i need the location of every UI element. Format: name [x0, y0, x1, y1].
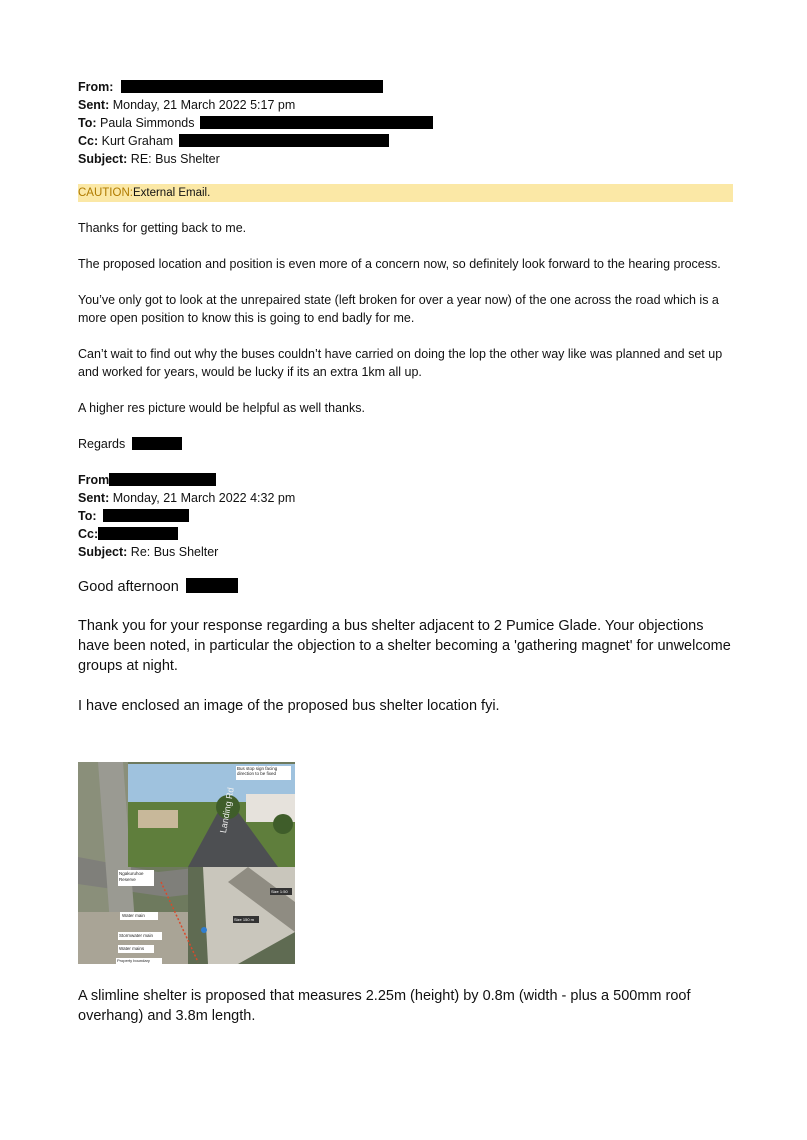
caution-label: CAUTION: [78, 187, 133, 199]
map-label: Ngakuruhoe Reserve [119, 871, 144, 882]
email2-header [78, 471, 733, 561]
map-label: Water main [122, 913, 145, 918]
email1-header [78, 78, 733, 168]
email2-sent-row [78, 489, 733, 507]
email-document [78, 78, 733, 716]
email2-cc-row [78, 525, 733, 543]
signoff: Regards [78, 437, 126, 451]
map-label: Water mains [119, 946, 145, 951]
redaction-block [98, 527, 178, 540]
to-label: To: [78, 116, 97, 130]
email2-closing-paragraph: A slimline shelter is proposed that measures 2.25m (height) by 0.8m (width - plus a 500mm roof overhang) and 3.8m length. [78, 988, 691, 1024]
email2-to-row [78, 507, 733, 525]
subject-value: RE: Bus Shelter [130, 152, 220, 166]
road-label: Landing Rd [218, 786, 236, 834]
from-label: From [78, 473, 110, 487]
cc-label: Cc: [78, 527, 99, 541]
map-label: Stormwater main [119, 933, 154, 938]
sent-value: Monday, 21 March 2022 4:32 pm [112, 491, 296, 505]
greeting: Good afternoon [78, 579, 179, 595]
to-value: Paula Simmonds [100, 116, 195, 130]
email1-signoff-row [78, 435, 733, 453]
map-label: Property boundary [117, 958, 150, 963]
redaction-block [103, 509, 189, 522]
email2-from-row [78, 471, 733, 489]
redaction-block [200, 116, 433, 129]
email1-paragraph: You’ve only got to look at the unrepaired state (left broken for over a year now) of the one across the road which is a more open position to know this is going to end badly for me. [78, 293, 719, 325]
email1-to-row [78, 114, 733, 132]
subject-label: Subject: [78, 152, 128, 166]
email1-paragraph: Thanks for getting back to me. [78, 221, 247, 235]
email1-subject-row [78, 150, 733, 168]
email2-greeting-row [78, 577, 733, 597]
to-label: To: [78, 509, 97, 523]
callout-top: Bus stop sign facing direction to be fixed [237, 766, 278, 776]
cc-label: Cc: [78, 134, 99, 148]
caution-text: External Email. [132, 187, 211, 199]
email1-sent-row [78, 96, 733, 114]
caution-banner [78, 184, 733, 202]
cc-value: Kurt Graham [101, 134, 174, 148]
email1-from-row [78, 78, 733, 96]
location-composite-image [78, 762, 295, 964]
redaction-block [179, 134, 389, 147]
email2-paragraph: I have enclosed an image of the proposed bus shelter location fyi. [78, 698, 500, 714]
sent-label: Sent: [78, 98, 110, 112]
redaction-block [186, 578, 238, 593]
sent-label: Sent: [78, 491, 110, 505]
email1-cc-row [78, 132, 733, 150]
subject-label: Subject: [78, 545, 128, 559]
redaction-block [132, 437, 182, 450]
bus-shelter-location-image [78, 762, 295, 964]
scale-label: Size 1:50 [271, 889, 288, 894]
subject-value: Re: Bus Shelter [130, 545, 219, 559]
email2-subject-row [78, 543, 733, 561]
from-label: From: [78, 80, 114, 94]
scale-label: Size 150 m [234, 917, 255, 922]
redaction-block [109, 473, 216, 486]
email1-paragraph: The proposed location and position is even more of a concern now, so definitely look forward to the hearing process. [78, 257, 721, 271]
redaction-block [121, 80, 383, 93]
email1-paragraph: A higher res picture would be helpful as well thanks. [78, 401, 365, 415]
email1-paragraph: Can’t wait to find out why the buses couldn’t have carried on doing the lop the other way like was planned and set up and worked for years, would be lucky if its an extra 1km all up. [78, 347, 723, 379]
sent-value: Monday, 21 March 2022 5:17 pm [112, 98, 296, 112]
email2-paragraph: Thank you for your response regarding a bus shelter adjacent to 2 Pumice Glade. Your objections have been noted, in particular the objection to a shelter becoming a 'gathering magnet' for unwelcome groups at night. [78, 618, 731, 674]
